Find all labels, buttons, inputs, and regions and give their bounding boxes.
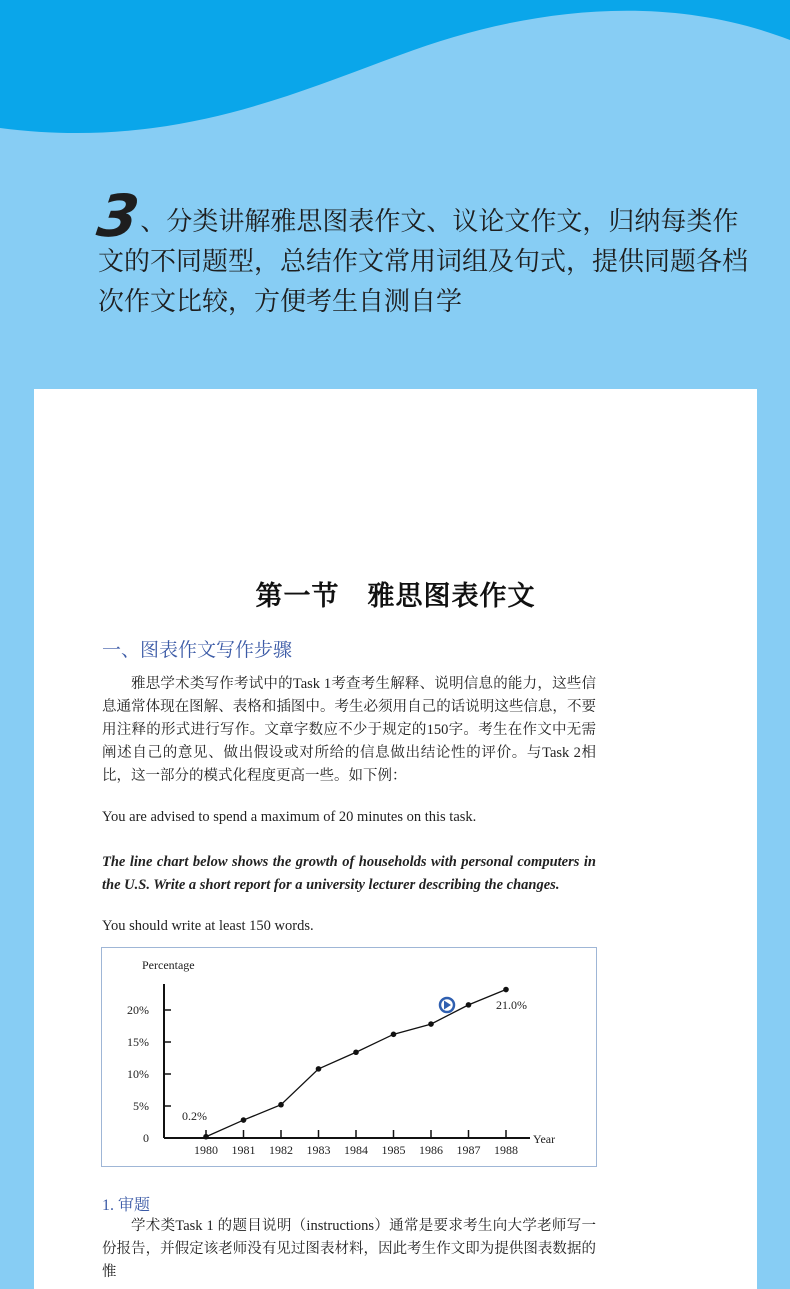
data-point — [391, 1032, 397, 1038]
x-tick-label: 1983 — [306, 1143, 331, 1157]
word-requirement: You should write at least 150 words. — [102, 918, 314, 934]
banner-number: 3 — [93, 182, 144, 250]
data-point — [241, 1117, 247, 1123]
decorative-wave — [0, 0, 790, 140]
y-tick-label: 0 — [143, 1131, 149, 1145]
y-axis-label: Percentage — [142, 958, 195, 972]
x-tick-label: 1986 — [419, 1143, 443, 1157]
chart-svg — [102, 948, 596, 1166]
x-tick-label: 1984 — [344, 1143, 368, 1157]
data-point — [466, 1002, 472, 1008]
y-tick-label: 20% — [127, 1003, 149, 1017]
x-tick-label: 1981 — [231, 1143, 256, 1157]
y-tick-label: 15% — [127, 1035, 149, 1049]
banner-text: 、分类讲解雅思图表作文、议论文作文，归纳每类作文的不同题型，总结作文常用词组及句式，提供同题各档次作文比较，方便考生自测自学 — [98, 207, 749, 317]
x-tick-label: 1982 — [269, 1143, 293, 1157]
series-line — [206, 990, 506, 1137]
x-tick-label: 1980 — [194, 1143, 218, 1157]
intro-paragraph: 雅思学术类写作考试中的Task 1考查考生解释、说明信息的能力，这些信息通常体现在图解、表格和插图中。考生必须用自己的话说明这些信息，不要用注释的形式进行写作。文章字数应不少于规定的150字。考生在作文中无需阐述自己的意见、做出假设或对所给的信息做出结论性的评价。与Task 2相比，这一部分的模式化程度更高一些。如下例： — [102, 676, 596, 784]
subheading: 一、图表作文写作步骤 — [102, 640, 293, 661]
data-point — [353, 1049, 359, 1055]
y-tick-label: 5% — [133, 1099, 149, 1113]
data-point — [278, 1102, 284, 1108]
task-prompt: The line chart below shows the growth of households with personal computers in the U.S. Write a short report for a university lecturer describing the changes. — [102, 854, 596, 893]
start-value-label: 0.2% — [182, 1109, 207, 1123]
content-panel — [34, 389, 757, 1289]
data-point — [316, 1066, 322, 1072]
section-title: 第一节 雅思图表作文 — [255, 581, 536, 611]
end-value-label: 21.0% — [496, 998, 527, 1012]
x-tick-label: 1988 — [494, 1143, 518, 1157]
sub-section-title: 1. 审题 — [102, 1197, 151, 1214]
x-tick-label: 1985 — [381, 1143, 406, 1157]
sub-paragraph: 学术类Task 1 的题目说明（instructions）通常是要求考生向大学老师写一份报告，并假定该老师没有见过图表材料，因此考生作文即为提供图表数据的惟 — [102, 1218, 596, 1280]
line-chart — [101, 947, 597, 1167]
x-axis-label: Year — [533, 1132, 556, 1146]
time-advice: You are advised to spend a maximum of 20 minutes on this task. — [102, 809, 477, 825]
banner-headline — [93, 182, 758, 322]
y-tick-label: 10% — [127, 1067, 149, 1081]
data-point — [503, 987, 509, 993]
data-point — [428, 1021, 434, 1027]
x-tick-label: 1987 — [456, 1143, 481, 1157]
data-point — [203, 1134, 209, 1140]
